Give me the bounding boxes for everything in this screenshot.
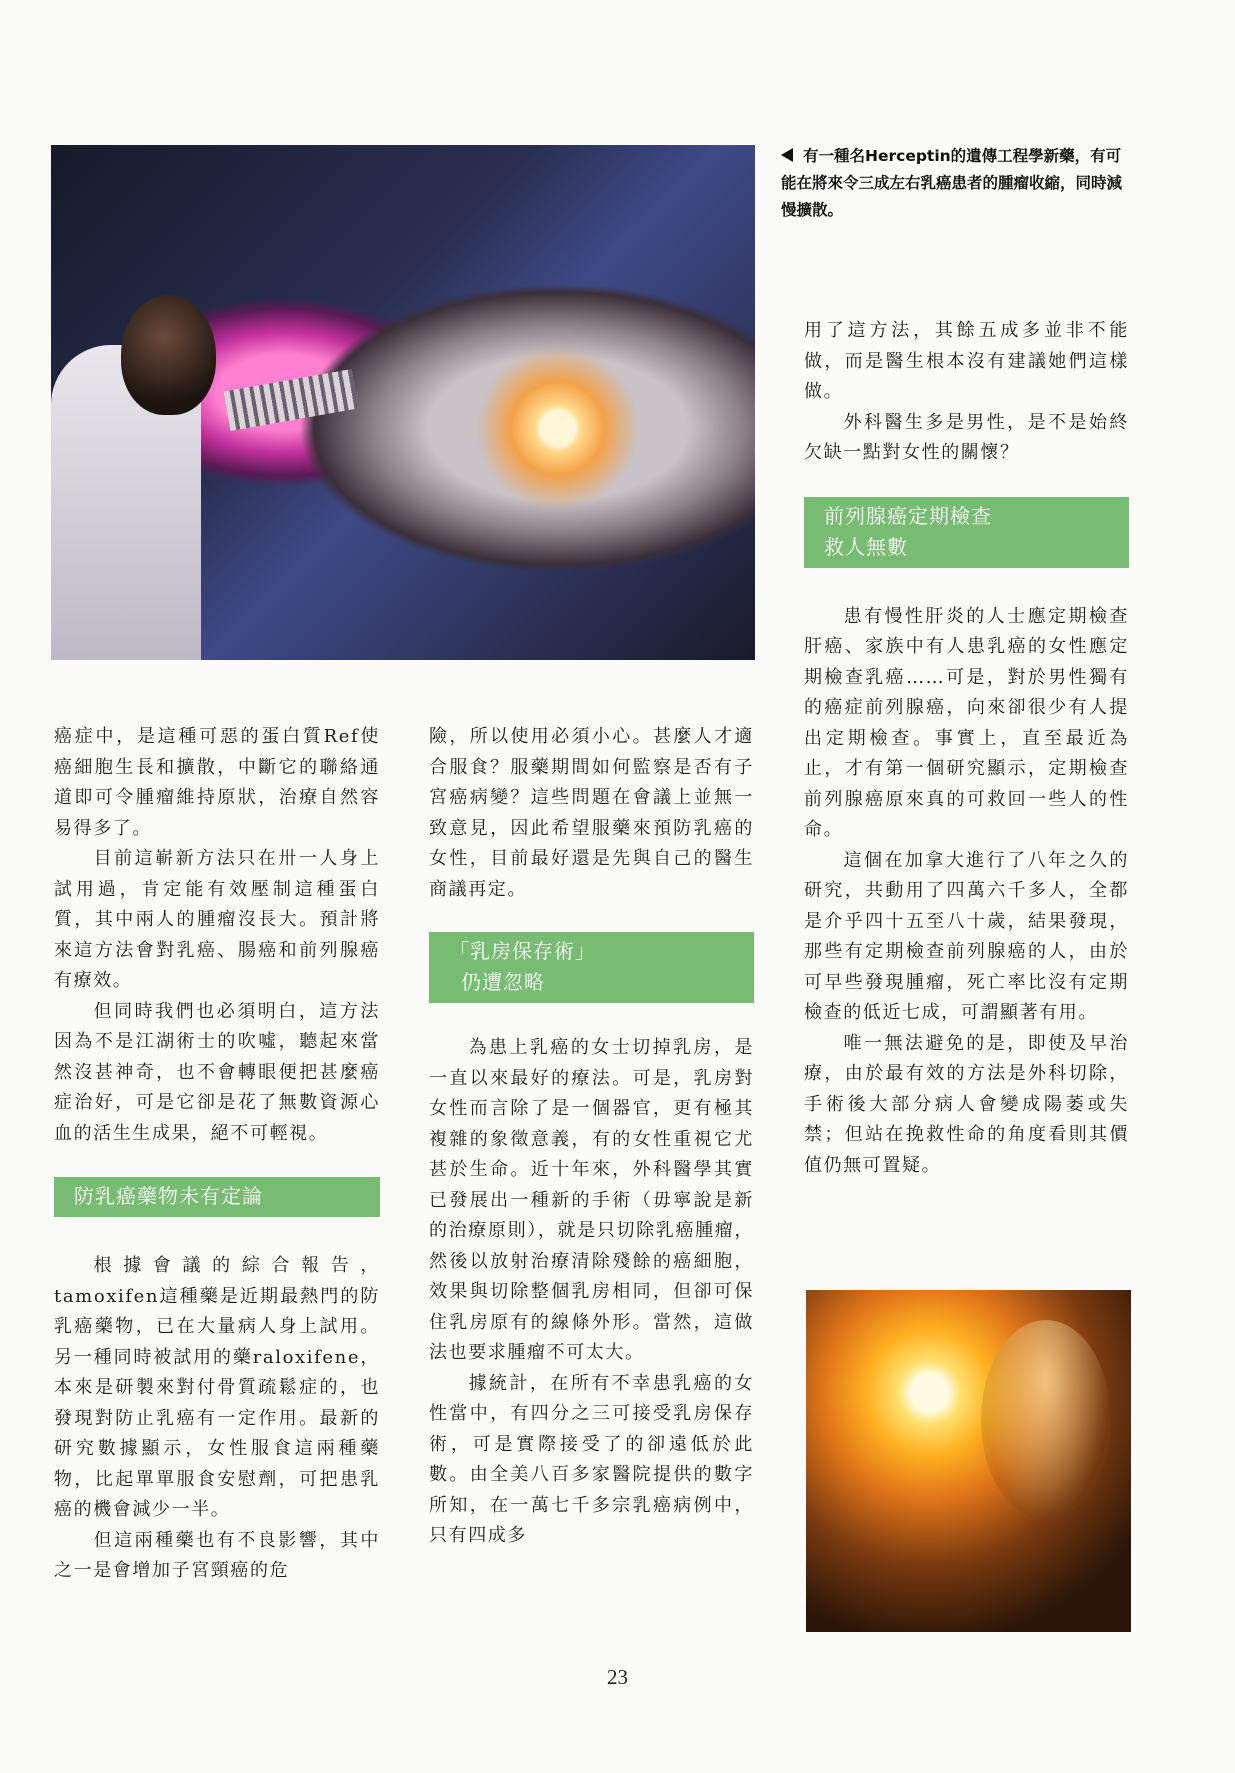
section-heading-prostate — [804, 497, 1129, 568]
col3-paragraph-5: 唯一無法避免的是，即使及早治療，由於最有效的方法是外科切除，手術後大部分病人會變成陽萎或失禁；但站在挽救性命的角度看則其價值仍無可置疑。 — [804, 1032, 1129, 1176]
col1-paragraph-1: 癌症中，是這種可惡的蛋白質Ref使癌細胞生長和擴散，中斷它的聯絡通道即可令腫瘤維持原狀，治療自然容易得多了。 — [54, 726, 380, 839]
col1-paragraph-4: 根據會議的綜合報告，tamoxifen這種藥是近期最熱門的防乳癌藥物，已在大量病人身上試用。另一種同時被試用的藥raloxifene，本來是研製來對付骨質疏鬆症的，也發現對防止乳癌有一定作用。最新的研究數據顯示，女性服食這兩種藥物，比起單單服食安慰劑，可把患乳癌的機會減少一半。 — [54, 1255, 380, 1520]
caption-arrow-icon — [781, 148, 793, 162]
surgeon-figure — [981, 1320, 1111, 1520]
heading-line-2: 仍遭忽略 — [461, 970, 545, 994]
col1-paragraph-3: 但同時我們也必須明白，這方法因為不是江湖術士的吹噓，聽起來當然沒甚神奇，也不會轉眼便把甚麼癌症治好，可是它卻是花了無數資源心血的活生生成果，絕不可輕視。 — [54, 1000, 380, 1144]
sample-tray — [224, 369, 359, 431]
section-heading-drugs — [54, 1177, 380, 1217]
col1-paragraph-2: 目前這嶄新方法只在卅一人身上試用過，肯定能有效壓制這種蛋白質，其中兩人的腫瘤沒長大。預計將來這方法會對乳癌、腸癌和前列腺癌有療效。 — [54, 848, 380, 991]
column-3 — [804, 316, 1129, 1181]
surgery-photo — [806, 1290, 1131, 1632]
column-2 — [429, 722, 754, 1552]
col3-paragraph-3: 患有慢性肝炎的人士應定期檢查肝癌、家族中有人患乳癌的女性應定期檢查乳癌……可是，對於男性獨有的癌症前列腺癌，向來卻很少有人提出定期檢查。事實上，直至最近為止，才有第一個研究顯示，定期檢查前列腺癌原來真的可救回一些人的性命。 — [804, 605, 1129, 840]
col3-paragraph-2: 外科醫生多是男性，是不是始終欠缺一點對女性的關懷？ — [804, 411, 1129, 463]
col1-paragraph-5: 但這兩種藥也有不良影響，其中之一是會增加子宮頸癌的危 — [54, 1529, 380, 1581]
column-1 — [54, 722, 380, 1587]
col2-paragraph-2: 為患上乳癌的女士切掉乳房，是一直以來最好的療法。可是，乳房對女性而言除了是一個器官，更有極其複雜的象徵意義，有的女性重視它尤甚於生命。近十年來，外科醫學其實已發展出一種新的手術（毋寧說是新的治療原則），就是只切除乳癌腫瘤，然後以放射治療清除殘餘的癌細胞，效果與切除整個乳房相同，但卻可保住乳房原有的線條外形。當然，這做法也要求腫瘤不可太大。 — [429, 1037, 754, 1363]
scientist-head — [121, 295, 216, 415]
heading-line-1: 「乳房保存術」 — [449, 939, 596, 963]
heading-line-1: 前列腺癌定期檢查 — [824, 503, 992, 528]
col2-paragraph-3: 據統計，在所有不幸患乳癌的女性當中，有四分之三可接受乳房保存術，可是實際接受了的卻遠低於此數。由全美八百多家醫院提供的數字所知，在一萬七千多宗乳癌病例中，只有四成多 — [429, 1372, 754, 1546]
lab-photo — [51, 145, 755, 660]
col2-paragraph-1: 險，所以使用必須小心。甚麼人才適合服食？服藥期間如何監察是否有子宮癌病變？這些問題在會議上並無一致意見，因此希望服藥來預防乳癌的女性，目前最好還是先與自己的醫生商議再定。 — [429, 726, 754, 900]
col3-paragraph-4: 這個在加拿大進行了八年之久的研究，共動用了四萬六千多人，全都是介乎四十五至八十歲，結果發現，那些有定期檢查前列腺癌的人，由於可早些發現腫瘤，死亡率比沒有定期檢查的低近七成，可謂顯著有用。 — [804, 849, 1129, 1023]
page-number: 23 — [607, 1665, 628, 1689]
heading-line-2: 救人無數 — [824, 534, 908, 559]
photo-caption — [781, 143, 1131, 224]
section-heading-breast-conservation — [429, 932, 754, 1003]
caption-text: 有一種名Herceptin的遺傳工程學新藥，有可能在將來令三成左右乳癌患者的腫瘤收縮，同時減慢擴散。 — [781, 147, 1123, 219]
col3-paragraph-1: 用了這方法，其餘五成多並非不能做，而是醫生根本沒有建議她們這樣做。 — [804, 320, 1129, 402]
section-heading-drugs-text: 防乳癌藥物未有定論 — [74, 1184, 263, 1208]
